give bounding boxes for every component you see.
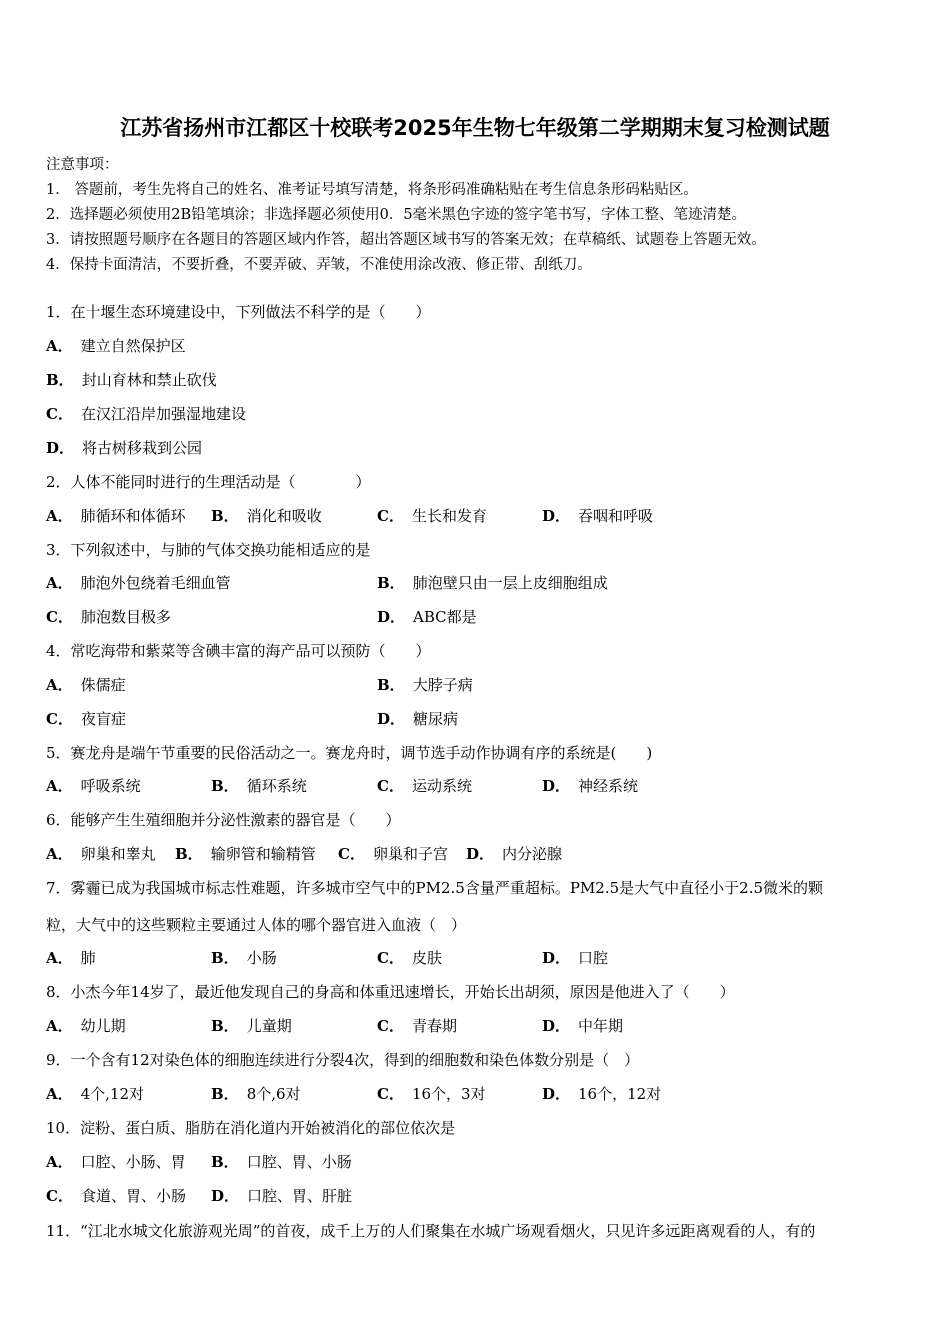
answer-option: [211, 1083, 301, 1104]
option-text: 中年期: [578, 1017, 624, 1035]
option-label: B．: [211, 1153, 239, 1171]
option-label: D．: [542, 949, 571, 967]
option-text: 卵巢和睾丸: [80, 845, 156, 863]
option-text: 口腔、胃、小肠: [246, 1153, 352, 1171]
option-text: 神经系统: [578, 777, 639, 795]
notice-item: 3．请按照题号顺序在各题目的答题区域内作答，超出答题区域书写的答案无效；在草稿纸、试题卷上答题无效。: [46, 232, 766, 248]
option-label: B．: [377, 676, 405, 694]
option-label: C．: [377, 1017, 404, 1035]
option-label: D．: [542, 1017, 571, 1035]
option-text: 小肠: [246, 949, 277, 967]
answer-option: [466, 843, 562, 864]
option-label: C．: [377, 949, 404, 967]
answer-option: [542, 947, 608, 968]
answer-option: [377, 1083, 486, 1104]
option-text: 肺循环和体循环: [80, 507, 186, 525]
option-label: C．: [377, 507, 404, 525]
answer-option: [211, 1015, 292, 1036]
answer-option: [46, 775, 141, 796]
question-stem: 9．一个含有12对染色体的细胞连续进行分裂4次，得到的细胞数和染色体数分别是（ ）: [46, 1051, 640, 1069]
option-label: C．: [377, 1085, 404, 1103]
option-text: 肺泡壁只由一层上皮细胞组成: [412, 574, 608, 592]
answer-option: [46, 1185, 186, 1206]
option-label: A．: [46, 1153, 73, 1171]
answer-option: [46, 437, 202, 458]
answer-option: [377, 606, 477, 627]
question-stem: 10．淀粉、蛋白质、脂肪在消化道内开始被消化的部位依次是: [46, 1119, 456, 1137]
answer-option: [46, 843, 156, 864]
option-label: A．: [46, 777, 73, 795]
question-stem: 7．雾霾已成为我国城市标志性难题，许多城市空气中的PM2.5含量严重超标。PM2.5是大气中直径小于2.5微米的颗: [46, 879, 824, 897]
answer-option: [46, 369, 217, 390]
option-text: 生长和发育: [411, 507, 487, 525]
option-text: 建立自然保护区: [80, 337, 186, 355]
option-label: B．: [211, 1017, 239, 1035]
question-stem: 1．在十堰生态环境建设中，下列做法不科学的是（ ）: [46, 303, 431, 321]
option-label: D．: [46, 439, 75, 457]
answer-option: [377, 947, 442, 968]
answer-option: [377, 708, 458, 729]
option-text: 呼吸系统: [80, 777, 141, 795]
question-stem: 5．赛龙舟是端午节重要的民俗活动之一。赛龙舟时，调节选手动作协调有序的系统是( ): [46, 744, 653, 762]
option-text: 运动系统: [411, 777, 472, 795]
answer-option: [377, 775, 472, 796]
option-label: A．: [46, 507, 73, 525]
option-text: 4个,12对: [80, 1085, 145, 1103]
option-text: 口腔: [578, 949, 609, 967]
option-text: 输卵管和输精管: [210, 845, 316, 863]
option-text: 青春期: [411, 1017, 457, 1035]
answer-option: [46, 335, 186, 356]
option-label: B．: [46, 371, 74, 389]
option-label: C．: [338, 845, 365, 863]
answer-option: [46, 403, 246, 424]
option-text: 在汉江沿岸加强湿地建设: [80, 405, 246, 423]
answer-option: [542, 1083, 661, 1104]
option-label: D．: [542, 777, 571, 795]
answer-option: [46, 572, 231, 593]
notice-heading: 注意事项：: [46, 157, 119, 173]
answer-option: [377, 1015, 457, 1036]
option-label: D．: [466, 845, 495, 863]
option-text: 内分泌腺: [502, 845, 563, 863]
option-text: 幼儿期: [80, 1017, 126, 1035]
page-title: 江苏省扬州市江都区十校联考2025年生物七年级第二学期期末复习检测试题: [120, 116, 830, 140]
answer-option: [542, 775, 638, 796]
answer-option: [46, 947, 96, 968]
option-text: 糖尿病: [413, 710, 459, 728]
option-label: A．: [46, 1085, 73, 1103]
option-text: 16个，12对: [578, 1085, 662, 1103]
answer-option: [377, 572, 608, 593]
option-label: A．: [46, 574, 73, 592]
answer-option: [46, 1015, 126, 1036]
option-label: C．: [46, 608, 73, 626]
option-text: 卵巢和子宫: [372, 845, 448, 863]
question-stem-continued: 粒，大气中的这些颗粒主要通过人体的哪个器官进入血液（ ）: [46, 916, 467, 934]
option-label: C．: [46, 1187, 73, 1205]
question-stem: 3．下列叙述中，与肺的气体交换功能相适应的是: [46, 541, 371, 559]
answer-option: [542, 1015, 623, 1036]
answer-option: [175, 843, 316, 864]
answer-option: [211, 1185, 352, 1206]
answer-option: [46, 1083, 144, 1104]
option-label: B．: [211, 777, 239, 795]
option-label: D．: [377, 710, 406, 728]
answer-option: [377, 674, 473, 695]
option-label: A．: [46, 949, 73, 967]
option-text: 口腔、小肠、胃: [80, 1153, 186, 1171]
answer-option: [377, 505, 487, 526]
option-text: 封山育林和禁止砍伐: [81, 371, 217, 389]
option-text: 侏儒症: [80, 676, 126, 694]
option-label: C．: [377, 777, 404, 795]
answer-option: [46, 505, 186, 526]
option-text: 大脖子病: [412, 676, 473, 694]
option-label: B．: [175, 845, 203, 863]
answer-option: [211, 775, 307, 796]
answer-option: [211, 947, 277, 968]
option-label: D．: [377, 608, 406, 626]
option-text: 肺泡外包绕着毛细血管: [80, 574, 231, 592]
option-text: 肺泡数目极多: [80, 608, 171, 626]
option-text: 16个，3对: [411, 1085, 486, 1103]
answer-option: [46, 708, 126, 729]
option-text: 肺: [80, 949, 96, 967]
question-stem: 11．“江北水城文化旅游观光周”的首夜，成千上万的人们聚集在水城广场观看烟火，只见许多远距离观看的人，有的: [46, 1222, 816, 1240]
option-label: B．: [211, 949, 239, 967]
option-label: A．: [46, 1017, 73, 1035]
option-label: A．: [46, 337, 73, 355]
question-stem: 2．人体不能同时进行的生理活动是（ ）: [46, 473, 371, 491]
notice-item: 2．选择题必须使用2B铅笔填涂；非选择题必须使用0．5毫米黑色字迹的签字笔书写，字体工整、笔迹清楚。: [46, 207, 747, 223]
option-label: D．: [542, 507, 571, 525]
option-label: A．: [46, 845, 73, 863]
question-stem: 6．能够产生生殖细胞并分泌性激素的器官是（ ）: [46, 811, 401, 829]
option-label: D．: [542, 1085, 571, 1103]
option-text: 吞咽和呼吸: [578, 507, 654, 525]
option-label: B．: [377, 574, 405, 592]
answer-option: [46, 606, 171, 627]
answer-option: [46, 1151, 186, 1172]
option-text: 将古树移栽到公园: [82, 439, 203, 457]
option-label: C．: [46, 710, 73, 728]
option-text: 食道、胃、小肠: [80, 1187, 186, 1205]
option-label: B．: [211, 507, 239, 525]
notice-item: 4．保持卡面清洁，不要折叠，不要弄破、弄皱，不准使用涂改液、修正带、刮纸刀。: [46, 257, 592, 273]
option-text: 皮肤: [411, 949, 442, 967]
option-text: ABC都是: [413, 608, 477, 626]
answer-option: [211, 1151, 352, 1172]
option-label: D．: [211, 1187, 240, 1205]
answer-option: [46, 674, 126, 695]
answer-option: [338, 843, 448, 864]
notice-item: 1． 答题前，考生先将自己的姓名、准考证号填写清楚，将条形码准确粘贴在考生信息条形码粘贴区。: [46, 182, 698, 198]
question-stem: 8．小杰今年14岁了，最近他发现自己的身高和体重迅速增长，开始长出胡须，原因是他进入了（ ）: [46, 983, 735, 1001]
option-label: B．: [211, 1085, 239, 1103]
option-text: 口腔、胃、肝脏: [247, 1187, 353, 1205]
answer-option: [211, 505, 322, 526]
answer-option: [542, 505, 653, 526]
option-text: 消化和吸收: [246, 507, 322, 525]
option-text: 循环系统: [246, 777, 307, 795]
option-text: 儿童期: [246, 1017, 292, 1035]
option-label: C．: [46, 405, 73, 423]
option-label: A．: [46, 676, 73, 694]
option-text: 夜盲症: [80, 710, 126, 728]
question-stem: 4．常吃海带和紫菜等含碘丰富的海产品可以预防（ ）: [46, 642, 431, 660]
option-text: 8个,6对: [246, 1085, 301, 1103]
